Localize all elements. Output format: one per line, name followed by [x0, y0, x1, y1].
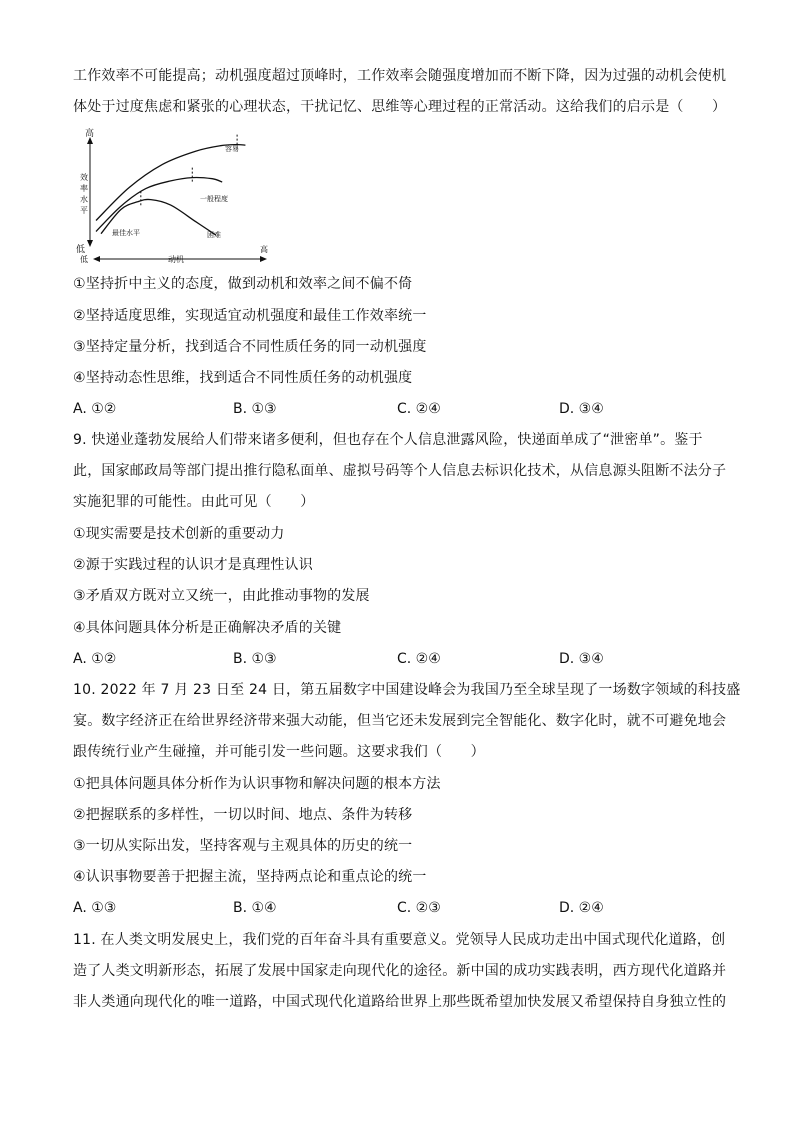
- q8-answer-c[interactable]: C. ②④: [397, 401, 441, 417]
- y-axis-label-1: 效: [80, 173, 88, 182]
- q8-answer-row: [73, 399, 733, 419]
- x-axis-arrow-right: [260, 256, 267, 262]
- motivation-efficiency-figure: [72, 128, 272, 268]
- y-axis-label-4: 平: [80, 206, 88, 215]
- y-top-label: 高: [85, 129, 95, 139]
- x-axis-label: 动机: [168, 255, 184, 264]
- q8-answer-a[interactable]: A. ①②: [73, 401, 117, 417]
- q9-stem-line-3: 实施犯罪的可能性。由此可见（ ）: [73, 494, 315, 510]
- q9-option-2: ②源于实践过程的认识才是真理性认识: [73, 557, 313, 573]
- q8-option-2: ②坚持适度思维，实现适宜动机强度和最佳工作效率统一: [73, 308, 427, 324]
- q10-answer-b[interactable]: B. ①④: [233, 900, 277, 916]
- q9-answer-a[interactable]: A. ①②: [73, 651, 117, 667]
- y-bottom-label: 低: [76, 245, 86, 255]
- q9-answer-c[interactable]: C. ②④: [397, 651, 441, 667]
- q11-stem-line-2: 造了人类文明新形态，拓展了发展中国家走向现代化的途径。新中国的成功实践表明，西方现代化道路并: [73, 963, 727, 979]
- x-left-label: 低: [80, 255, 88, 264]
- q10-stem-line-1: 10. 2022 年 7 月 23 日至 24 日，第五届数字中国建设峰会为我国乃至全球呈现了一场数字领域的科技盛: [73, 682, 741, 698]
- q9-option-4: ④具体问题具体分析是正确解决矛盾的关键: [73, 620, 342, 636]
- q10-stem-line-3: 跟传统行业产生碰撞，并可能引发一些问题。这要求我们（ ）: [73, 744, 485, 760]
- q9-stem-line-1: 9. 快递业蓬勃发展给人们带来诸多便利，但也存在个人信息泄露风险，快递面单成了“泄密单”。鉴于: [73, 432, 703, 448]
- q8-answer-b[interactable]: B. ①③: [233, 401, 277, 417]
- q10-answer-d[interactable]: D. ②④: [559, 900, 604, 916]
- label-medium: 一般程度: [200, 195, 228, 203]
- y-axis-label-3: 水: [80, 195, 88, 204]
- intro-line-1: 工作效率不可能提高；动机强度超过顶峰时，工作效率会随强度增加而不断下降，因为过强的动机会使机: [73, 68, 727, 84]
- x-axis-arrow-left: [93, 256, 100, 262]
- q10-option-3: ③一切从实际出发，坚持客观与主观具体的历史的统一: [73, 838, 413, 854]
- y-axis-arrow-down: [87, 240, 93, 247]
- label-best-level: 最佳水平: [112, 229, 140, 237]
- x-right-label: 高: [260, 245, 268, 254]
- intro-line-2: 体处于过度焦虑和紧张的心理状态，干扰记忆、思维等心理过程的正常活动。这给我们的启示是（ ）: [73, 99, 727, 115]
- q8-option-4: ④坚持动态性思维，找到适合不同性质任务的动机强度: [73, 370, 413, 386]
- label-hard: 困难: [207, 231, 221, 239]
- q11-stem-line-3: 非人类通向现代化的唯一道路，中国式现代化道路给世界上那些既希望加快发展又希望保持自身独立性的: [73, 994, 727, 1010]
- q10-answer-a[interactable]: A. ①③: [73, 900, 117, 916]
- q10-option-2: ②把握联系的多样性，一切以时间、地点、条件为转移: [73, 807, 413, 823]
- q9-option-1: ①现实需要是技术创新的重要动力: [73, 526, 285, 542]
- q10-answer-row: [73, 898, 733, 918]
- q9-stem-line-2: 此，国家邮政局等部门提出推行隐私面单、虚拟号码等个人信息去标识化技术，从信息源头阻断不法分子: [73, 463, 727, 479]
- q8-option-3: ③坚持定量分析，找到适合不同性质任务的同一动机强度: [73, 339, 427, 355]
- q10-option-4: ④认识事物要善于把握主流，坚持两点论和重点论的统一: [73, 869, 427, 885]
- curve-medium: [96, 177, 222, 231]
- q9-option-3: ③矛盾双方既对立又统一，由此推动事物的发展: [73, 588, 370, 604]
- q10-stem-line-2: 宴。数字经济正在给世界经济带来强大动能，但当它还未发展到完全智能化、数字化时，就不可避免地会: [73, 713, 727, 729]
- q11-stem-line-1: 11. 在人类文明发展史上，我们党的百年奋斗具有重要意义。党领导人民成功走出中国式现代化道路，创: [73, 932, 726, 948]
- q9-answer-row: [73, 649, 733, 669]
- q8-answer-d[interactable]: D. ③④: [559, 401, 604, 417]
- y-axis-label-2: 率: [80, 184, 88, 193]
- q9-answer-b[interactable]: B. ①③: [233, 651, 277, 667]
- q10-option-1: ①把具体问题具体分析作为认识事物和解决问题的根本方法: [73, 776, 441, 792]
- q10-answer-c[interactable]: C. ②③: [397, 900, 441, 916]
- q9-answer-d[interactable]: D. ③④: [559, 651, 604, 667]
- q8-option-1: ①坚持折中主义的态度，做到动机和效率之间不偏不倚: [73, 276, 413, 292]
- label-easy: 容易: [225, 145, 239, 153]
